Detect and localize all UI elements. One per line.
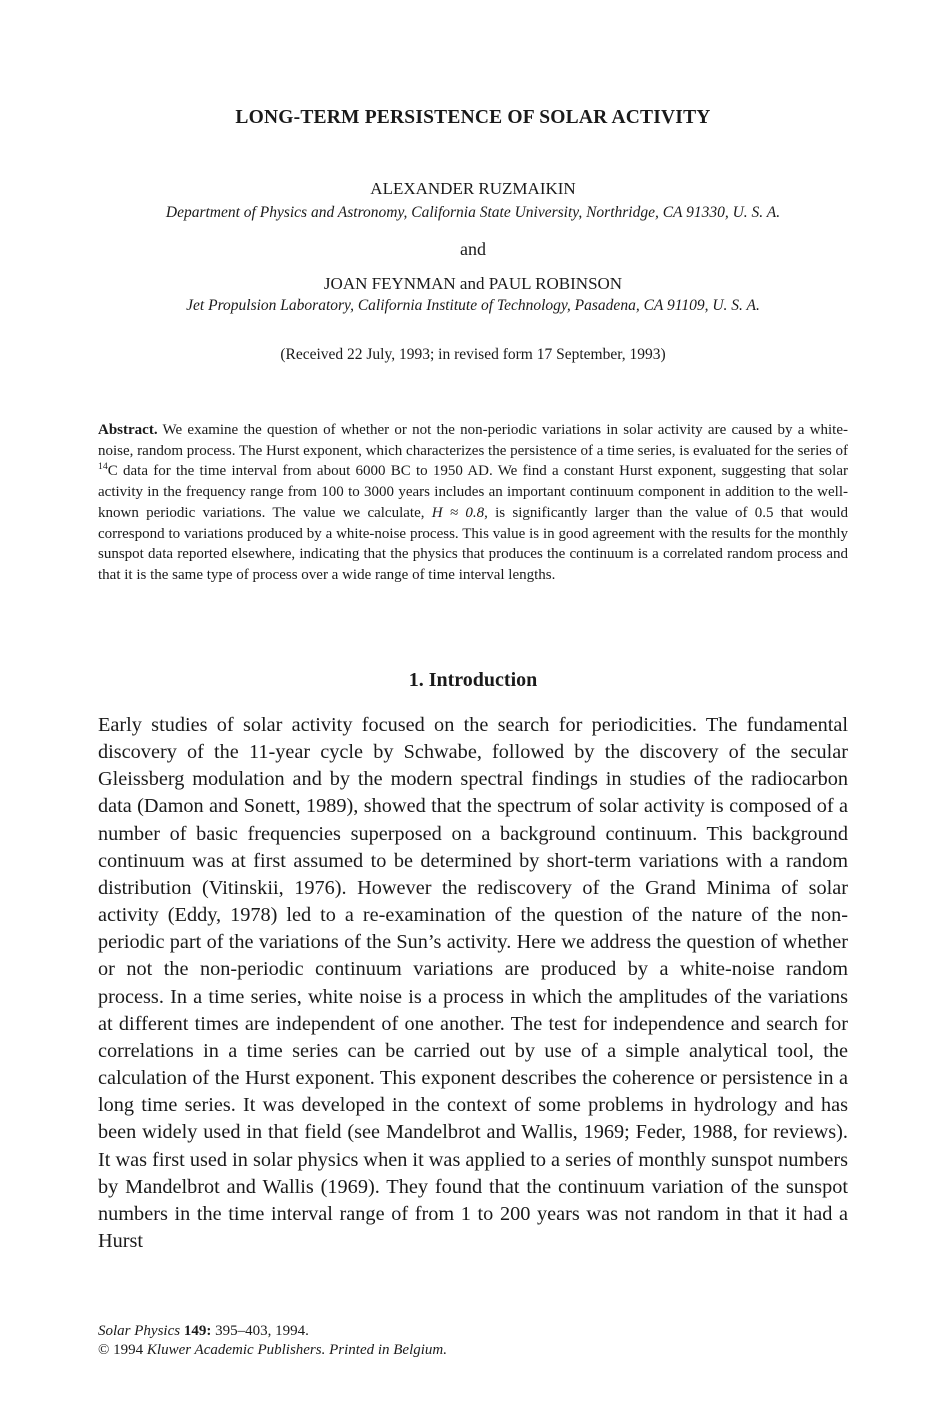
journal-name: Solar Physics	[98, 1323, 181, 1339]
journal-volume: 149:	[183, 1323, 212, 1339]
introduction-paragraph: Early studies of solar activity focused on the search for periodicities. The fundamental discovery of the 11-year cycle by Schwabe, followed by the discovery of the secular Gleissberg modulation and by the modern spectral findings in studies of the radiocarbon data (Damon and Sonett, 1989), showed that the spectrum of solar activity is composed of a number of basic frequencies superposed on a background continuum. This background continuum was at first assumed to be determined by short-term variations with a random distribution (Vitinskii, 1976). However the rediscovery of the Grand Minima of solar activity (Eddy, 1978) led to a re-examination of the question of the nature of the non-periodic part of the variations of the Sun’s activity. Here we address the question of whether or not the non-periodic continuum variations are produced by a white-noise random process. In a time series, white noise is a process in which the amplitudes of the variations at different times are independent of one another. The test for independence and search for correlations in a time series can be carried out by use of a simple analytical tool, the calculation of the Hurst exponent. This exponent describes the coherence or persistence in a long time series. It was developed in the context of some problems in hydrology and has been widely used in that field (see Mandelbrot and Wallis, 1969; Feder, 1988, for reviews). It was first used in solar physics when it was applied to a series of monthly sunspot numbers by Mandelbrot and Wallis (1969). They found that the continuum variation of the sunspot numbers in the time interval range of from 1 to 200 years was not random in that it had a Hurst	[98, 714, 848, 1252]
abstract	[98, 420, 848, 586]
author-second: JOAN FEYNMAN and PAUL ROBINSON	[323, 274, 623, 293]
publisher: Kluwer Academic Publishers. Printed in Belgium.	[146, 1342, 448, 1358]
copyright-line	[98, 1342, 447, 1359]
isotope-superscript: 14	[98, 461, 108, 473]
journal-pages: 395–403, 1994.	[211, 1323, 309, 1339]
author-conjunction: and	[460, 239, 486, 259]
hurst-formula: H ≈ 0.8	[431, 504, 485, 521]
abstract-text-1: We examine the question of whether or not the non-periodic variations in solar activity are caused by a white-noise, random process. The Hurst exponent, which characterizes the persistence of a time series, is evaluated for the series of	[98, 422, 848, 459]
received-dates: (Received 22 July, 1993; in revised form 17 September, 1993)	[280, 346, 666, 363]
affiliation-first: Department of Physics and Astronomy, California State University, Northridge, CA 91330, U. S. A.	[165, 204, 781, 221]
copyright-year: © 1994	[98, 1342, 144, 1358]
abstract-text-2: C data for the time interval from about 6000 BC to 1950 AD. We find a constant Hurst exponent, suggesting that solar activity in the frequency range from 100 to 3000 years includes an important continuum component in addition to the well-known periodic variations. The value we calculate,	[98, 463, 848, 521]
abstract-text-3: , is significantly larger than the value of 0.5 that would correspond to variations produced by a white-noise process. This value is in good agreement with the results for the monthly sunspot data reported elsewhere, indicating that the physics that produces the continuum is a correlated random process and that it is the same type of process over a wide range of time interval lengths.	[98, 504, 848, 583]
journal-citation	[98, 1323, 309, 1340]
paper-title: LONG-TERM PERSISTENCE OF SOLAR ACTIVITY	[235, 107, 711, 128]
author-first: ALEXANDER RUZMAIKIN	[370, 179, 576, 198]
section-heading: 1. Introduction	[408, 669, 538, 691]
abstract-label: Abstract.	[98, 422, 158, 438]
affiliation-second: Jet Propulsion Laboratory, California Institute of Technology, Pasadena, CA 91109, U. S. A.	[186, 297, 760, 314]
